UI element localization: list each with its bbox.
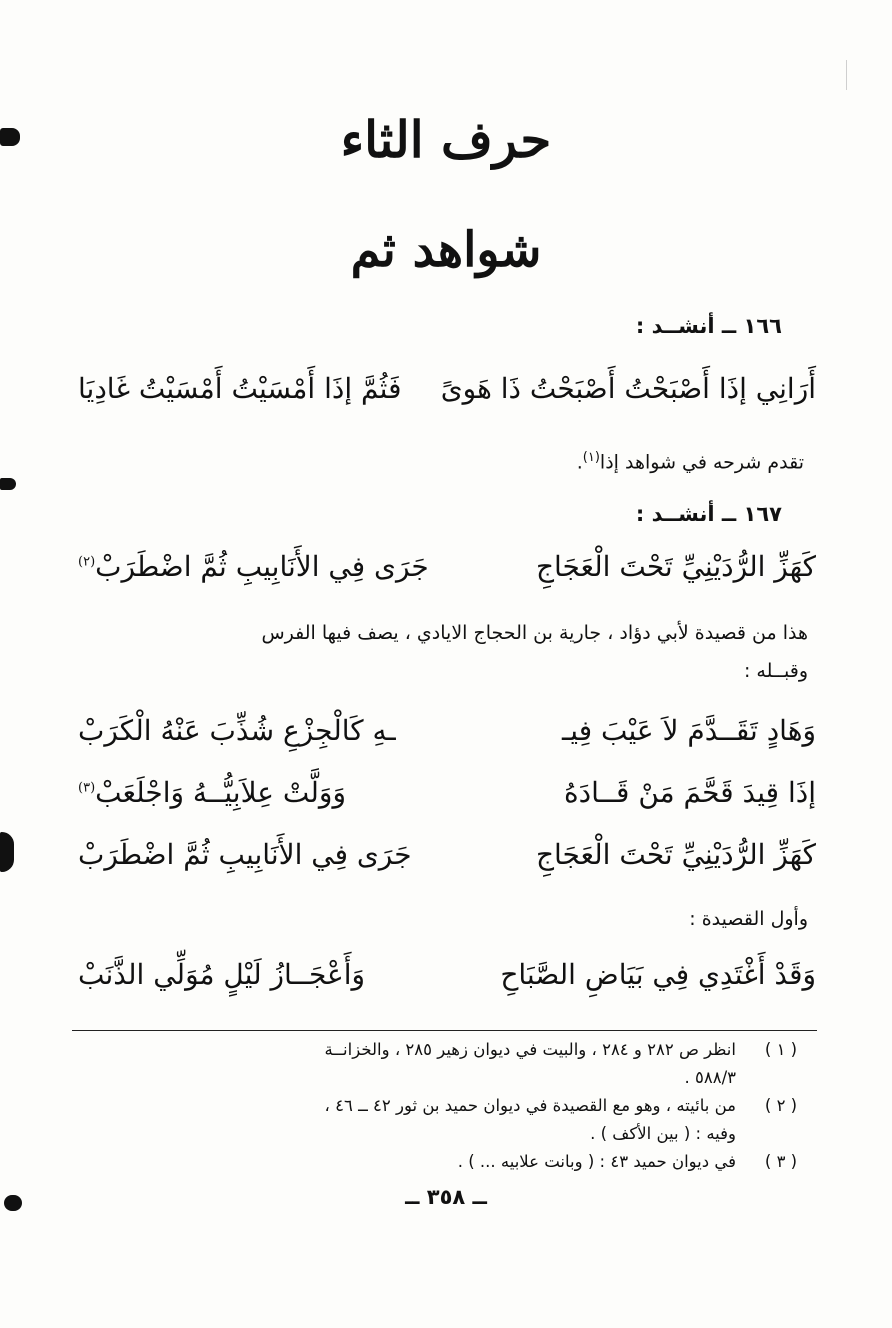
footnote-1-number: ( ١ ) (764, 1040, 798, 1059)
entry-167-verse-first-hemistich: كَهَزِّ الرُّدَيْنِيِّ تَحْتَ الْعَجَاجِ (535, 550, 816, 583)
entry-166-heading: ١٦٦ ــ أنشــد : (635, 314, 782, 338)
section-title: شواهد ثم (350, 222, 542, 278)
footnote-divider (72, 1030, 817, 1031)
footnote-ref-1: (١) (582, 450, 600, 465)
footnote-1-text-line2: ٥٨٨/٣ . (684, 1068, 736, 1087)
entry-167-commentary-line2: وقبــله : (743, 660, 808, 682)
preceding-verse-2-second-text: وَوَلَّتْ عِلاَبِيُّــهُ وَاجْلَعَبْ (95, 776, 346, 809)
scan-blot (0, 832, 14, 872)
entry-166-note: تقدم شرحه في شواهد إذا$^{(١)}$. (576, 450, 804, 474)
footnote-ref-3: (٣) (78, 780, 96, 796)
footnote-2-text-line1: من بائيته ، وهو مع القصيدة في ديوان حميد بن ثور ٤٢ ــ ٤٦ ، (324, 1096, 736, 1115)
preceding-verse-1-second-hemistich: ـهِ كَالْجِزْعِ شُذِّبَ عَنْهُ الْكَرَبْ (78, 714, 396, 747)
footnote-1 (71, 1040, 816, 1066)
preceding-verse-1-first-hemistich: وَهَادٍ تَقَــدَّمَ لاَ عَيْبَ فِيـ (562, 714, 816, 747)
scan-blot (4, 1195, 22, 1211)
footnote-2-text-line2: وفيه : ( بين الأكف ) . (590, 1124, 736, 1143)
entry-167-commentary-line1: هذا من قصيدة لأبي دؤاد ، جارية بن الحجاج الايادي ، يصف فيها الفرس (261, 622, 808, 644)
footnote-1-text-line1: انظر ص ٢٨٢ و ٢٨٤ ، والبيت في ديوان زهير ٢٨٥ ، والخزانــة (324, 1040, 736, 1059)
entry-166-verse-second-hemistich: فَثُمَّ إذَا أَمْسَيْتُ أَمْسَيْتُ غَادِيَا (78, 372, 402, 405)
preceding-verse-3-first-hemistich: كَهَزِّ الرُّدَيْنِيِّ تَحْتَ الْعَجَاجِ (535, 838, 816, 871)
footnote-2-continued (71, 1124, 816, 1150)
scan-blot (0, 128, 20, 146)
footnote-2 (71, 1096, 816, 1122)
preceding-verse-2-second-hemistich (78, 776, 346, 809)
poem-opening-label: وأول القصيدة : (689, 908, 808, 930)
poem-opening-verse-second-hemistich: وَأَعْجَــازُ لَيْلٍ مُوَلِّي الذَّنَبْ (78, 958, 366, 991)
poem-opening-verse-first-hemistich: وَقَدْ أَغْتَدِي فِي بَيَاضِ الصَّبَاحِ (500, 958, 816, 991)
entry-166-note-text: تقدم شرحه في شواهد إذا (599, 451, 804, 474)
footnote-3-number: ( ٣ ) (764, 1152, 798, 1171)
footnote-3-text-line1: في ديوان حميد ٤٣ : ( وبانت علابيه ... ) . (457, 1152, 736, 1171)
footnote-2-number: ( ٢ ) (764, 1096, 798, 1115)
footnote-3 (71, 1152, 816, 1178)
page-number: ــ ٣٥٨ ــ (405, 1185, 487, 1209)
footnote-1-continued (71, 1068, 816, 1094)
entry-167-verse-second-hemistich (78, 550, 429, 583)
preceding-verse-3-second-hemistich: جَرَى فِي الأَنَابِيبِ ثُمَّ اضْطَرَبْ (78, 838, 412, 871)
entry-167-verse-second-text: جَرَى فِي الأَنَابِيبِ ثُمَّ اضْطَرَبْ (95, 550, 429, 583)
scan-line (846, 60, 847, 90)
entry-166-verse-first-hemistich: أَرَانِي إذَا أَصْبَحْتُ أَصْبَحْتُ ذَا هَوىً (440, 372, 816, 405)
scan-blot (0, 478, 16, 490)
chapter-title: حرف الثاء (340, 110, 552, 169)
footnote-ref-2: (٢) (78, 554, 96, 570)
entry-167-heading: ١٦٧ ــ أنشــد : (635, 502, 782, 526)
preceding-verse-2-first-hemistich: إذَا قِيدَ قَحَّمَ مَنْ قَــادَهُ (563, 776, 816, 809)
